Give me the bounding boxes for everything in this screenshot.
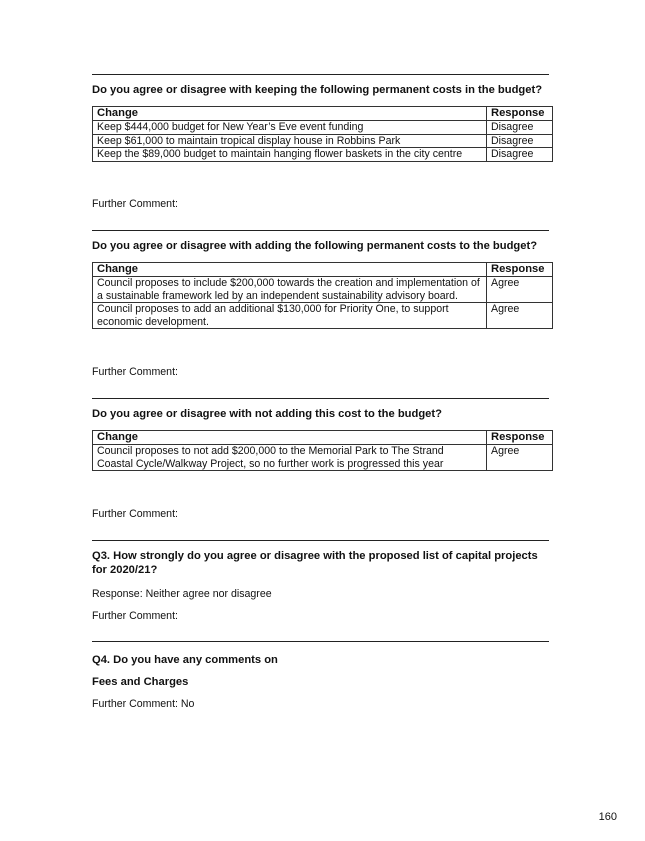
response-cell: Agree	[487, 277, 553, 303]
question-heading-2: Do you agree or disagree with adding the following permanent costs to the budget?	[92, 240, 538, 252]
table-keep-costs	[92, 106, 553, 162]
further-comment-3: Further Comment:	[92, 508, 178, 520]
question-heading-3: Do you agree or disagree with not adding this cost to the budget?	[92, 408, 442, 420]
column-header-change: Change	[93, 431, 487, 445]
divider-5	[92, 641, 549, 642]
response-cell: Agree	[487, 303, 553, 329]
table-row	[93, 148, 553, 162]
further-comment-2: Further Comment:	[92, 366, 178, 378]
change-cell: Council proposes to include $200,000 towards the creation and implementation of a sustainable framework led by an independent sustainability advisory board.	[93, 277, 487, 303]
table-add-costs	[92, 262, 553, 329]
table-header-row	[93, 263, 553, 277]
table-row	[93, 134, 553, 148]
change-cell: Council proposes to not add $200,000 to the Memorial Park to The Strand Coastal Cycle/Walkway Project, so no further work is progressed this year	[93, 445, 487, 471]
response-cell: Disagree	[487, 134, 553, 148]
divider-1	[92, 74, 549, 75]
q3-response: Response: Neither agree nor disagree	[92, 588, 272, 600]
response-cell: Agree	[487, 445, 553, 471]
column-header-change: Change	[93, 263, 487, 277]
table-row	[93, 121, 553, 135]
column-header-response: Response	[487, 263, 553, 277]
change-cell: Keep $61,000 to maintain tropical display house in Robbins Park	[93, 134, 487, 148]
q3-heading: Q3. How strongly do you agree or disagree with the proposed list of capital projects for 2020/21?	[92, 550, 538, 576]
divider-2	[92, 230, 549, 231]
response-cell: Disagree	[487, 121, 553, 135]
q4-heading: Q4. Do you have any comments on	[92, 654, 278, 666]
q4-subheading: Fees and Charges	[92, 676, 189, 688]
table-header-row	[93, 431, 553, 445]
column-header-response: Response	[487, 431, 553, 445]
further-comment-1: Further Comment:	[92, 198, 178, 210]
table-not-add-cost	[92, 430, 553, 471]
response-cell: Disagree	[487, 148, 553, 162]
table-header-row	[93, 107, 553, 121]
question-heading-1: Do you agree or disagree with keeping the following permanent costs in the budget?	[92, 84, 543, 96]
column-header-response: Response	[487, 107, 553, 121]
q3-further-comment: Further Comment:	[92, 610, 178, 622]
page-number: 160	[598, 811, 617, 823]
q4-further-comment: Further Comment: No	[92, 698, 195, 710]
table-row	[93, 277, 553, 303]
column-header-change: Change	[93, 107, 487, 121]
change-cell: Council proposes to add an additional $130,000 for Priority One, to support economic development.	[93, 303, 487, 329]
table-row	[93, 445, 553, 471]
change-cell: Keep $444,000 budget for New Year’s Eve event funding	[93, 121, 487, 135]
change-cell: Keep the $89,000 budget to maintain hanging flower baskets in the city centre	[93, 148, 487, 162]
divider-4	[92, 540, 549, 541]
divider-3	[92, 398, 549, 399]
table-row	[93, 303, 553, 329]
